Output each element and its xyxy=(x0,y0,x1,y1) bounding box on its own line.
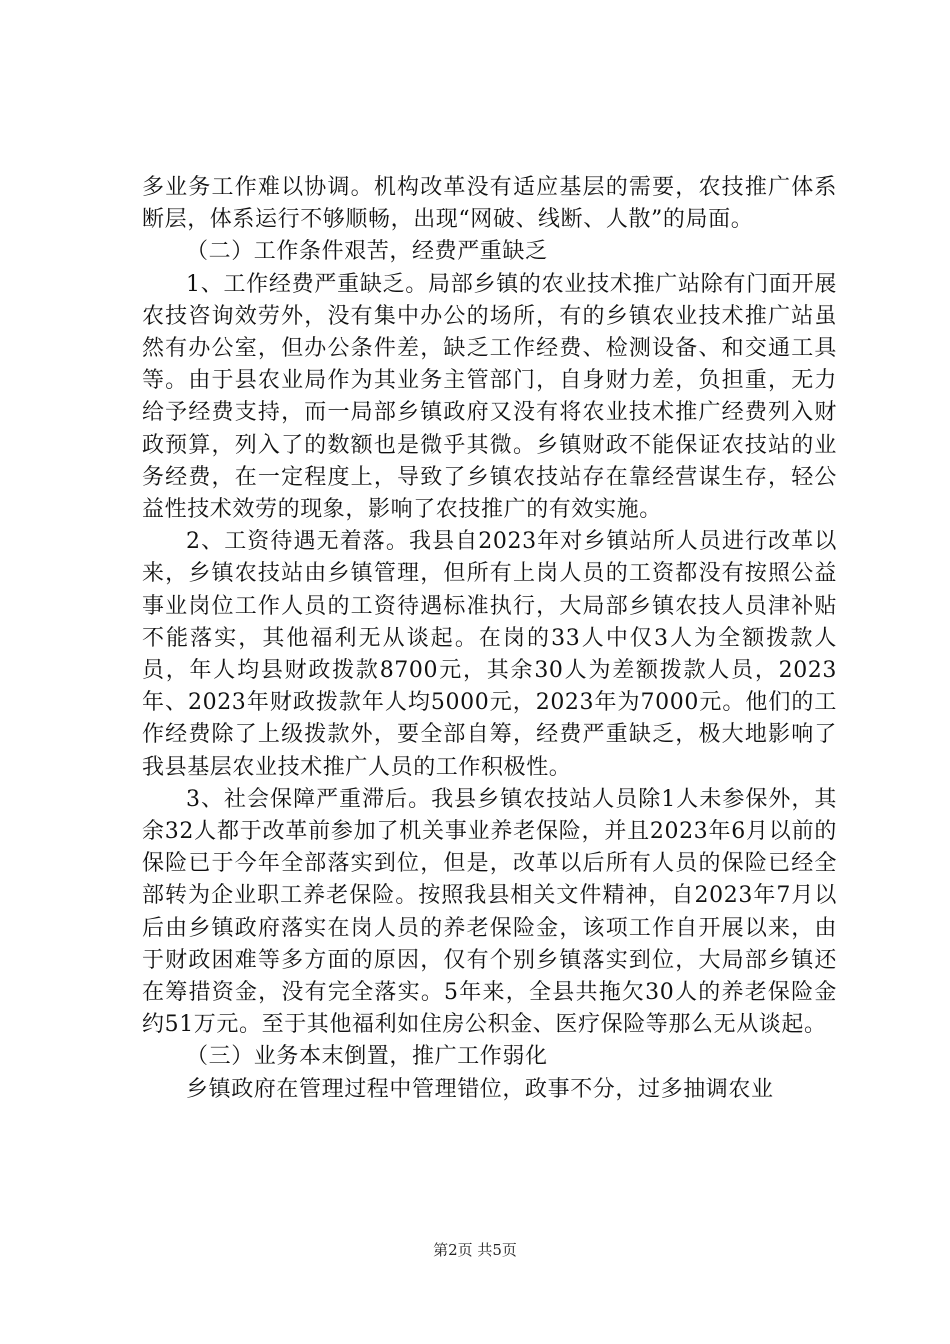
section-heading-2: （二）工作条件艰苦，经费严重缺乏 xyxy=(186,239,548,265)
paragraph-intro-continuation: 多业务工作难以协调。机构改革没有适应基层的需要，农技推广体系断层，体系运行不够顺畅，出现“网破、线断、人散”的局面。 xyxy=(142,175,837,233)
document-body xyxy=(142,172,837,1106)
paragraph-funding-shortage: 1、工作经费严重缺乏。局部乡镇的农业技术推广站除有门面开展农技咨询效劳外，没有集中办公的场所，有的乡镇农业技术推广站虽然有办公室，但办公条件差，缺乏工作经费、检测设备、和交通工具等。由于县农业局作为其业务主管部门，自身财力差，负担重，无力给予经费支持，而一局部乡镇政府又没有将农业技术推广经费列入财政预算，列入了的数额也是微乎其微。乡镇财政不能保证农技站的业务经费，在一定程度上，导致了乡镇农技站存在靠经营谋生存，轻公益性技术效劳的现象，影响了农技推广的有效实施。 xyxy=(142,271,837,523)
section-heading-3: （三）业务本末倒置，推广工作弱化 xyxy=(186,1044,548,1070)
paragraph-salary-treatment: 2、工资待遇无着落。我县自2023年对乡镇站所人员进行改革以来，乡镇农技站由乡镇管理，但所有上岗人员的工资都没有按照公益事业岗位工作人员的工资待遇标准执行，大局部乡镇农技人员津补贴不能落实，其他福利无从谈起。在岗的33人中仅3人为全额拨款人员，年人均县财政拨款8700元，其余30人为差额拨款人员，2023年、2023年财政拨款年人均5000元，2023年为7000元。他们的工作经费除了上级拨款外，要全部自筹，经费严重缺乏，极大地影响了我县基层农业技术推广人员的工作积极性。 xyxy=(142,529,837,780)
page-footer: 第2页 共5页 xyxy=(433,1241,517,1259)
paragraph-township-management: 乡镇政府在管理过程中管理错位，政事不分，过多抽调农业 xyxy=(186,1076,774,1102)
paragraph-social-security: 3、社会保障严重滞后。我县乡镇农技站人员除1人未参保外，其余32人都于改革前参加了机关事业养老保险，并且2023年6月以前的保险已于今年全部落实到位，但是，改革以后所有人员的保险已经全部转为企业职工养老保险。按照我县相关文件精神，自2023年7月以后由乡镇政府落实在岗人员的养老保险金，该项工作自开展以来，由于财政困难等多方面的原因，仅有个别乡镇落实到位，大局部乡镇还在筹措资金，没有完全落实。5年来，全县共拖欠30人的养老保险金约51万元。至于其他福利如住房公积金、医疗保险等那么无从谈起。 xyxy=(142,786,837,1038)
